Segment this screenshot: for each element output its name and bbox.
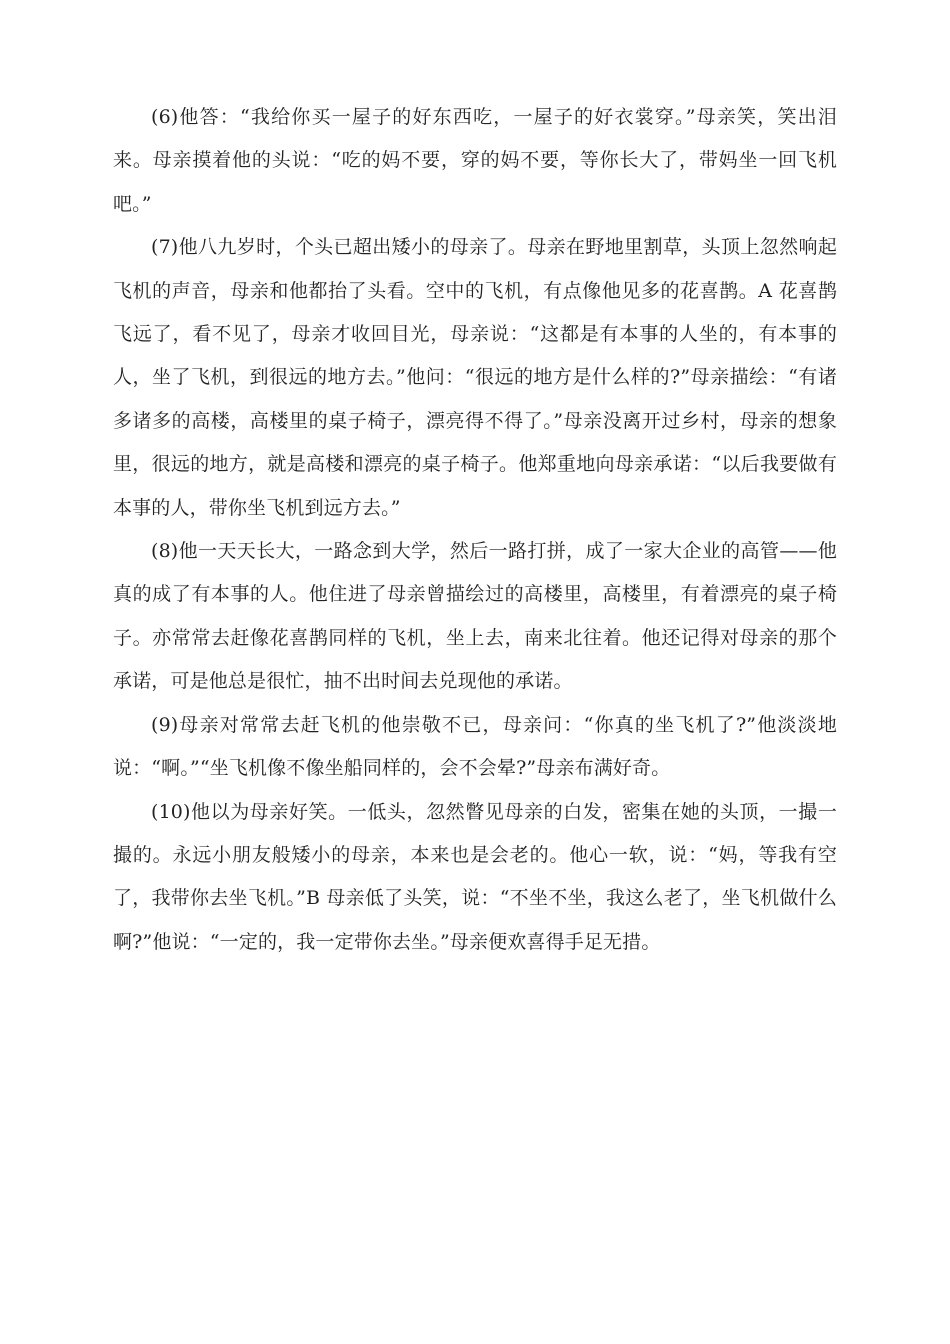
- paragraph-8: (8)他一天天长大，一路念到大学，然后一路打拼，成了一家大企业的高管——他真的成了有本事的人。他住进了母亲曾描绘过的高楼里，高楼里，有着漂亮的桌子椅子。亦常常去赶像花喜鹊同样的飞机，坐上去，南来北往着。他还记得对母亲的那个承诺，可是他总是很忙，抽不出时间去兑现他的承诺。: [113, 540, 837, 693]
- paragraph-9: (9)母亲对常常去赶飞机的他崇敬不已，母亲问：“你真的坐飞机了?”他淡淡地说：“啊。”“坐飞机像不像坐船同样的，会不会晕?”母亲布满好奇。: [113, 713, 837, 780]
- document-body: [113, 96, 837, 964]
- paragraph-10: (10)他以为母亲好笑。一低头，忽然瞥见母亲的白发，密集在她的头顶，一撮一撮的。永远小朋友般矮小的母亲，本来也是会老的。他心一软，说：“妈，等我有空了，我带你去坐飞机。”B 母亲低了头笑，说：“不坐不坐，我这么老了，坐飞机做什么啊?”他说：“一定的，我一定带你去坐。”母亲便欢喜得手足无措。: [113, 800, 837, 953]
- paragraph-7: (7)他八九岁时，个头已超出矮小的母亲了。母亲在野地里割草，头顶上忽然响起飞机的声音，母亲和他都抬了头看。空中的飞机，有点像他见多的花喜鹊。A 花喜鹊飞远了，看不见了，母亲才收回目光，母亲说：“这都是有本事的人坐的，有本事的人，坐了飞机，到很远的地方去。”他问：“很远的地方是什么样的?”母亲描绘：“有诸多诸多的高楼，高楼里的桌子椅子，漂亮得不得了。”母亲没离开过乡村，母亲的想象里，很远的地方，就是高楼和漂亮的桌子椅子。他郑重地向母亲承诺：“以后我要做有本事的人，带你坐飞机到远方去。”: [113, 236, 837, 519]
- paragraph-6: (6)他答：“我给你买一屋子的好东西吃，一屋子的好衣裳穿。”母亲笑，笑出泪来。母亲摸着他的头说：“吃的妈不要，穿的妈不要，等你长大了，带妈坐一回飞机吧。”: [113, 106, 837, 215]
